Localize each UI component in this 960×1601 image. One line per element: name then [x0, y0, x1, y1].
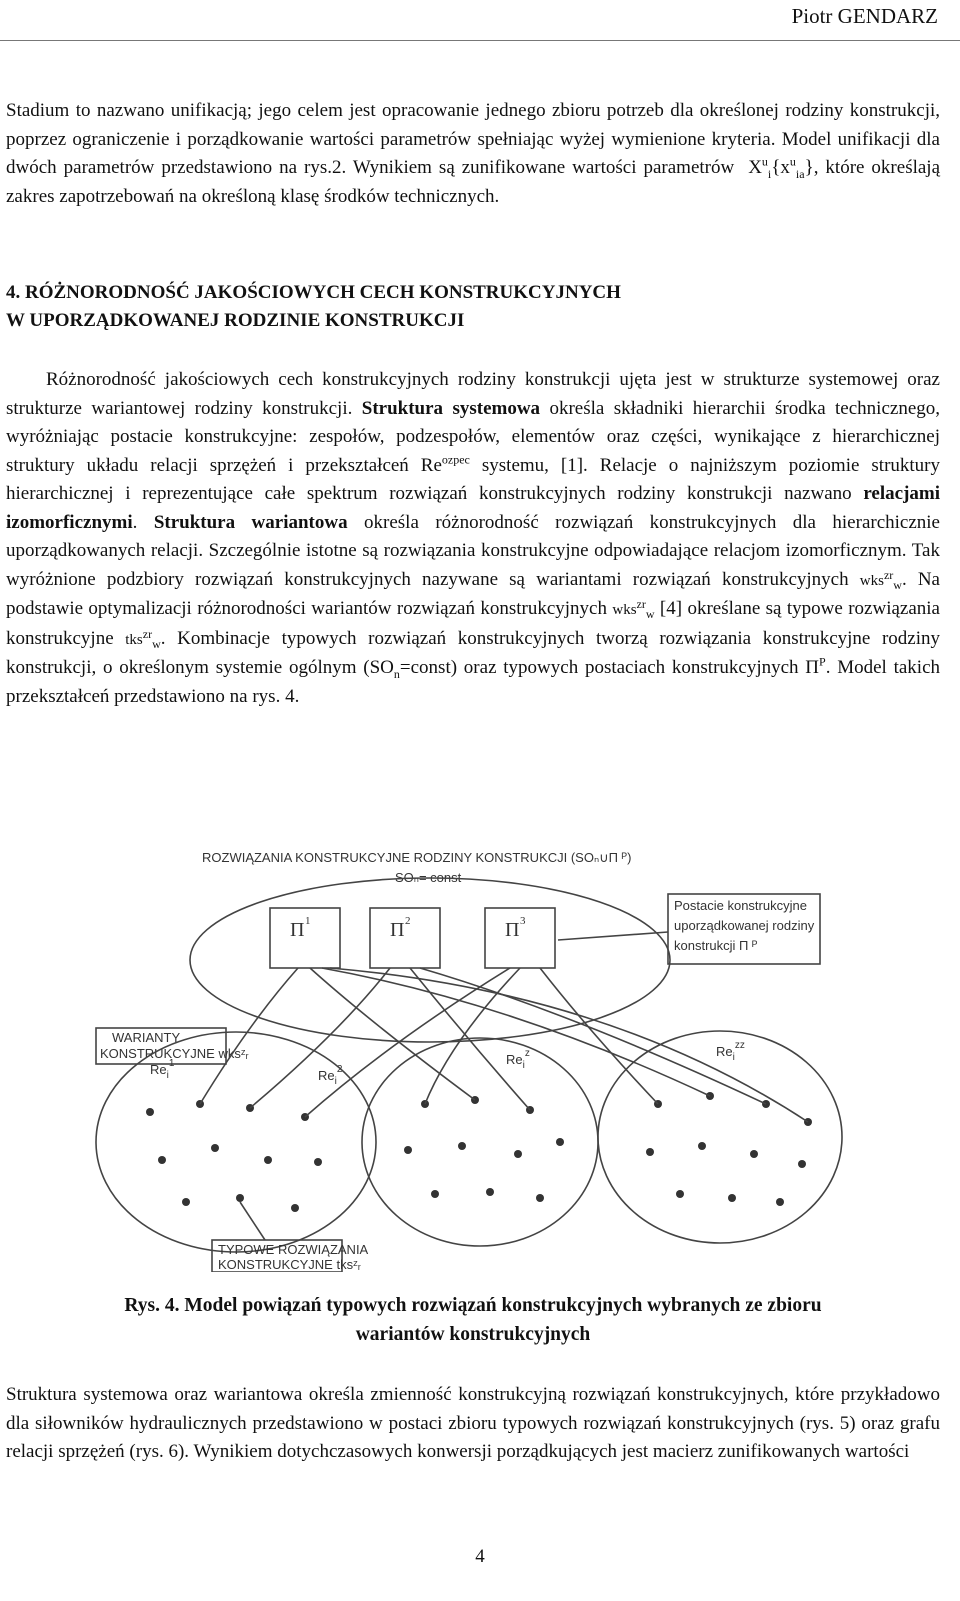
variant-ellipse-left — [96, 1032, 376, 1252]
section-heading-line1: 4. RÓŻNORODNOŚĆ JAKOŚCIOWYCH CECH KONSTRUKCYJNYCH — [6, 282, 621, 303]
para2-t10: . Model takich przekształceń przedstawiono na rys. 4. — [6, 657, 940, 707]
math-close: } — [804, 157, 814, 178]
re-zz-base: Re — [716, 1044, 733, 1059]
math-tks-sup: zr — [142, 626, 153, 641]
math-wks-sup: zr — [883, 567, 894, 582]
math-pi-sup: P — [819, 654, 826, 669]
term-isomorphic-relations: relacjami izomorficznymi — [6, 483, 940, 533]
math-brace: {x — [771, 157, 790, 178]
para2-t6: . Na podstawie optymalizacji różnorodności wariantów rozwiązań konstrukcyjnych — [6, 568, 940, 619]
math-re — [420, 452, 470, 476]
re-z-sup: z — [524, 1048, 530, 1059]
math-x-sup: u — [789, 154, 796, 169]
paragraph-unification — [6, 97, 940, 211]
figure-caption — [6, 1291, 940, 1349]
pi-1-sup: 1 — [305, 915, 311, 927]
variants-line-1: WARIANTY — [112, 1030, 181, 1045]
pi-2-sup: 2 — [405, 915, 411, 927]
math-re-base: Re — [420, 454, 442, 476]
para2-t4: . — [132, 511, 154, 533]
section-heading-line2: W UPORZĄDKOWANEJ RODZINIE KONSTRUKCJI — [6, 310, 465, 331]
typical-line-1: TYPOWE ROZWIĄZANIA — [218, 1242, 369, 1257]
re-1-sub: i — [166, 1070, 169, 1081]
re-z-base: Re — [506, 1052, 523, 1067]
re-zz-sub: i — [732, 1052, 735, 1063]
running-header: Piotr GENDARZ — [791, 4, 938, 28]
math-so-sub: n — [393, 666, 400, 681]
math-X-sup: u — [761, 154, 768, 169]
para2-t9: =const) oraz typowych postaciach konstrukcyjnych Π — [399, 657, 820, 678]
page-number: 4 — [475, 1546, 485, 1567]
re-1-sup: 1 — [168, 1058, 175, 1069]
math-x-sub: ia — [795, 166, 805, 181]
note-line-1: Postacie konstrukcyjne — [674, 898, 807, 913]
caption-line1: Rys. 4. Model powiązań typowych rozwiązań konstrukcyjnych wybranych ze zbioru — [124, 1295, 822, 1316]
para1-text-a: Stadium to nazwano unifikacją; jego celem jest opracowanie jednego zbioru potrzeb dla określonej rodziny konstrukcji, poprzez ograniczenie i porządkowanie wartości parametrów spełniając wyżej wymienione kryteria. Model unifikacji dla dwóch parametrów przedstawiono na rys.2. Wynikiem są zunifikowane wartości parametrów — [6, 100, 940, 178]
header-rule — [0, 40, 960, 41]
math-wks-base-2: wks — [612, 602, 637, 618]
math-wks-2 — [612, 597, 655, 621]
para2-t2: określa składniki hierarchii środka technicznego, wyróżniając postacie konstrukcyjne: zespołów, podzespołów, elementów oraz części, wynikające z hierarchicznej struktury układu relacji sprzężeń i przekształceń — [6, 397, 941, 476]
typical-line-2: KONSTRUKCYJNE tksᶻᵣ — [218, 1257, 361, 1272]
note-line-2: uporządkowanej rodziny — [674, 918, 815, 933]
math-tks-sub: w — [152, 636, 161, 651]
math-re-sup: ozpec — [441, 452, 470, 467]
pi-3-sup: 3 — [520, 915, 526, 927]
caption-line2: wariantów konstrukcyjnych — [355, 1324, 591, 1345]
term-system-structure: Struktura systemowa — [361, 397, 541, 419]
math-tks — [125, 626, 161, 651]
re-2-sub: i — [334, 1076, 337, 1087]
postacie-ellipse — [190, 878, 670, 1042]
figure-title: ROZWIĄZANIA KONSTRUKCYJNE RODZINY KONSTRUKCJI (SOₙ∪Π ᴾ) — [202, 850, 632, 865]
paragraph-conclusion: Struktura systemowa oraz wariantowa określa zmienność konstrukcyjną rozwiązań konstrukcyjnych, które przykładowo dla siłowników hydraulicznych przedstawiono w postaci zbioru typowych rozwiązań konstrukcyjnych (rys. 5) oraz grafu relacji sprzężeń (rys. 6). Wynikiem dotychczasowych konwersji porządkujących jest macierz zunifikowanych wartości — [6, 1384, 940, 1462]
re-z — [506, 1048, 530, 1071]
variants-line-2: KONSTRUKCYJNE wksᶻᵣ — [100, 1046, 249, 1061]
para1-text-b: , które określają zakres zapotrzebowań na określoną klasę środków technicznych. — [6, 157, 941, 207]
re-z-sub: i — [522, 1060, 525, 1071]
typical-leader — [240, 1202, 265, 1240]
math-tks-base: tks — [125, 631, 143, 648]
re-1 — [150, 1058, 175, 1081]
math-wks-sup-2: zr — [636, 597, 646, 611]
math-wks-sub-2: w — [645, 607, 655, 621]
math-X: X — [748, 157, 762, 178]
term-variant-structure: Struktura wariantowa — [153, 511, 348, 533]
math-wks-1 — [859, 567, 902, 592]
figure-4-diagram — [90, 842, 870, 1272]
re-zz — [716, 1040, 745, 1063]
re-2-sup: 2 — [336, 1064, 343, 1075]
pi-1: Π — [290, 919, 305, 941]
math-parameter-set — [741, 154, 814, 181]
re-2 — [318, 1064, 343, 1087]
para2-t3: systemu, [1]. Relacje o najniższym poziomie struktury hierarchicznej i reprezentujące całe spektrum rozwiązań konstrukcyjnych rodziny konstrukcji nazwano — [6, 454, 941, 504]
math-X-sub: i — [767, 166, 772, 181]
paragraph-diversity — [6, 366, 940, 711]
para2-t1: Różnorodność jakościowych cech konstrukcyjnych rodziny konstrukcji ujęta jest w strukturze systemowej oraz strukturze wariantowej rodziny konstrukcji. — [6, 369, 940, 419]
pi-3: Π — [505, 919, 520, 941]
para2-t7: [4] określane są typowe rozwiązania konstrukcyjne — [6, 598, 940, 649]
solution-dots — [146, 1092, 812, 1212]
math-wks-sub: w — [893, 577, 902, 592]
re-2-base: Re — [318, 1068, 335, 1083]
re-1-base: Re — [150, 1062, 167, 1077]
math-wks-base: wks — [859, 572, 884, 589]
pi-2: Π — [390, 919, 405, 941]
para2-t8: . Kombinacje typowych rozwiązań konstrukcyjnych tworzą rozwiązania konstrukcyjne rodziny konstrukcji, o określonym systemie ogólnym (SO — [6, 627, 940, 678]
figure-subtitle: SOₙ= const — [395, 870, 462, 885]
re-zz-sup: zz — [734, 1040, 745, 1051]
note-line-3: konstrukcji Π ᴾ — [674, 938, 758, 953]
note-leader — [558, 932, 668, 940]
section-heading — [6, 279, 940, 335]
para2-t5: określa różnorodność rozwiązań konstrukcyjnych dla hierarchicznie uporządkowanych relacji. Szczególnie istotne są rozwiązania konstrukcyjne odpowiadające relacjom izomorficznym. Tak wyróżnione podzbiory rozwiązań konstrukcyjnych nazywane są wariantami rozwiązań konstrukcyjnych — [6, 511, 940, 590]
